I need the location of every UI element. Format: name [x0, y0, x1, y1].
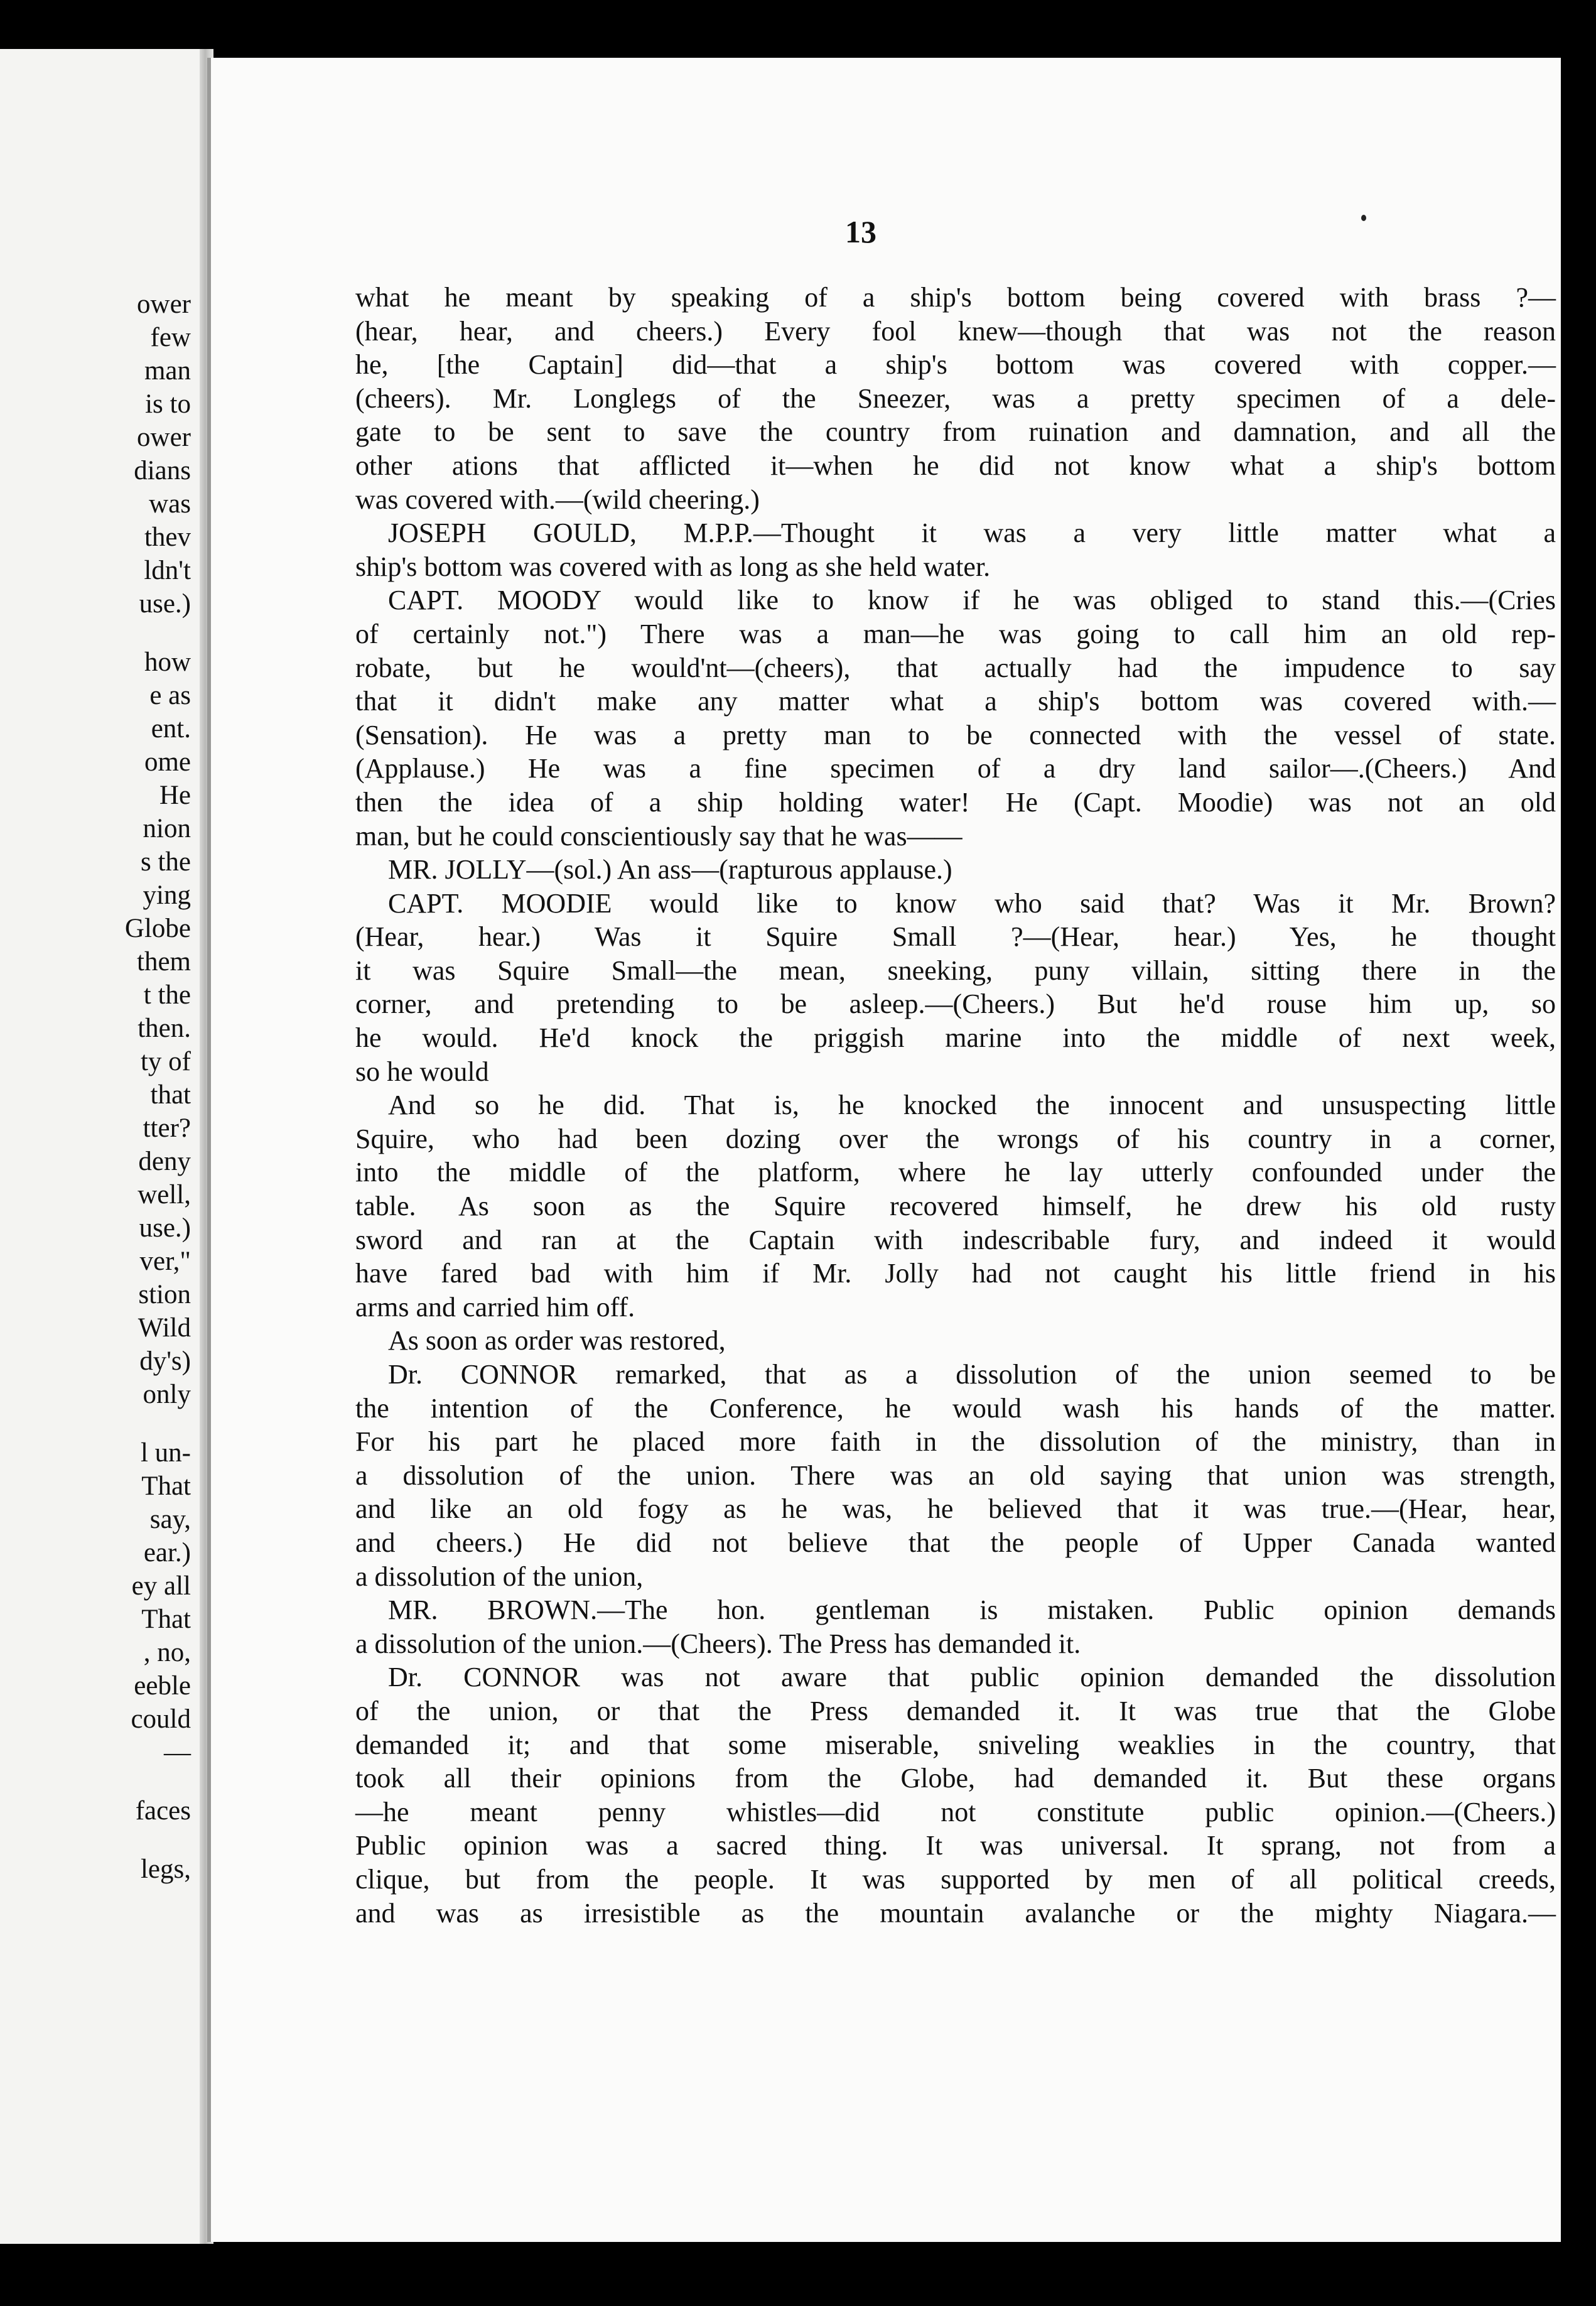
left-page-line: that: [150, 1080, 191, 1110]
text-line: of the union, or that the Press demanded it. It was true that the Globe: [355, 1695, 1556, 1726]
left-page-fragment: [0, 49, 200, 2244]
left-page-line: well,: [137, 1180, 191, 1210]
text-line: MR. BROWN.—The hon. gentleman is mistaken. Public opinion demands: [388, 1594, 1556, 1626]
left-page-line: use.): [139, 589, 191, 619]
text-line: robate, but he would'nt—(cheers), that actually had the impudence to say: [355, 652, 1556, 683]
left-page-line: could: [131, 1704, 191, 1734]
text-line: other ations that afflicted it—when he did not know what a ship's bottom: [355, 450, 1556, 481]
left-page-line: few: [150, 323, 191, 352]
left-page-line: l un-: [140, 1438, 191, 1468]
left-page-line: ear.): [143, 1538, 191, 1567]
text-line: demanded it; and that some miserable, sniveling weaklies in the country, that: [355, 1729, 1556, 1760]
text-line: and cheers.) He did not believe that the people of Upper Canada wanted: [355, 1527, 1556, 1558]
left-page-line: nion: [143, 814, 191, 843]
left-page-line: man: [144, 356, 191, 386]
text-line: he, [the Captain] did—that a ship's bottom was covered with copper.—: [355, 349, 1556, 381]
left-page-line: [0, 1769, 200, 1794]
text-line: (Applause.) He was a fine specimen of a dry land sailor—.(Cheers.) And: [355, 753, 1556, 784]
left-page-line: use.): [139, 1213, 191, 1243]
left-page-line: [0, 620, 200, 646]
text-line: so he would: [355, 1056, 489, 1087]
left-page-line: That: [141, 1471, 191, 1501]
text-line: CAPT. MOODY would like to know if he was obliged to stand this.—(Cries: [388, 585, 1556, 616]
text-line: into the middle of the platform, where he lay utterly confounded under the: [355, 1157, 1556, 1188]
left-page-text: [0, 288, 200, 1886]
left-page-line: legs,: [140, 1854, 191, 1884]
left-page-line: them: [137, 947, 191, 977]
text-line: (Sensation). He was a pretty man to be connected with the vessel of state.: [355, 719, 1556, 750]
left-page-line: eeble: [134, 1671, 191, 1701]
page-number: 13: [845, 214, 876, 249]
text-line: (hear, hear, and cheers.) Every fool knew—though that was not the reason: [355, 315, 1556, 347]
text-line: MR. JOLLY—(sol.) An ass—(rapturous applause.): [388, 854, 952, 885]
text-line: For his part he placed more faith in the dissolution of the ministry, than in: [355, 1426, 1556, 1458]
left-page-line: s the: [140, 847, 191, 877]
text-line: the intention of the Conference, he would wash his hands of the matter.: [355, 1392, 1556, 1424]
left-page-line: was: [149, 489, 191, 519]
left-page-line: [0, 1411, 200, 1436]
left-page-line: ty of: [140, 1047, 191, 1076]
text-line: he would. He'd knock the priggish marine into the middle of next week,: [355, 1022, 1556, 1054]
body-text: [355, 281, 1556, 1930]
left-page-line: ey all: [131, 1571, 191, 1601]
left-page-line: ldn't: [144, 556, 191, 585]
left-page-line: deny: [138, 1147, 191, 1176]
text-line: sword and ran at the Captain with indescribable fury, and indeed it would: [355, 1224, 1556, 1255]
left-page-line: Globe: [124, 914, 191, 943]
left-page-line: how: [144, 647, 191, 677]
left-page-line: only: [143, 1380, 191, 1409]
text-line: what he meant by speaking of a ship's bottom being covered with brass ?—: [355, 282, 1556, 313]
left-page-line: ower: [137, 290, 191, 319]
left-page-line: t the: [143, 980, 191, 1010]
left-page-line: He: [159, 781, 191, 810]
text-line: man, but he could conscientiously say that he was——: [355, 820, 962, 852]
left-page-line: ying: [143, 880, 191, 910]
left-page-line: ower: [137, 423, 191, 452]
left-page-line: then.: [137, 1014, 191, 1043]
left-page-line: , no,: [143, 1638, 191, 1667]
text-line: of certainly not.") There was a man—he was going to call him an old rep-: [355, 618, 1556, 649]
left-page-line: ome: [144, 747, 191, 777]
ink-speck: [1361, 215, 1366, 221]
text-line: have fared bad with him if Mr. Jolly had not caught his little friend in his: [355, 1258, 1556, 1289]
left-page-line: thev: [144, 522, 191, 552]
text-line: and like an old fogy as he was, he believed that it was true.—(Hear, hear,: [355, 1493, 1556, 1525]
left-page-line: That: [141, 1605, 191, 1634]
text-line: a dissolution of the union,: [355, 1561, 644, 1592]
left-page-line: is to: [145, 389, 191, 419]
text-line: it was Squire Small—the mean, sneeking, puny villain, sitting there in the: [355, 955, 1556, 986]
text-line: —he meant penny whistles—did not constitute public opinion.—(Cheers.): [355, 1796, 1556, 1827]
left-page-line: dy's): [139, 1346, 191, 1376]
text-line: gate to be sent to save the country from ruination and damnation, and all the: [355, 416, 1556, 448]
text-line: took all their opinions from the Globe, had demanded it. But these organs: [355, 1763, 1556, 1794]
left-page-line: —: [164, 1738, 191, 1767]
left-page-line: ent.: [151, 714, 191, 744]
text-line: and was as irresistible as the mountain avalanche or the mighty Niagara.—: [355, 1897, 1556, 1929]
text-line: that it didn't make any matter what a ship's bottom was covered with.—: [355, 686, 1556, 717]
text-line: (cheers). Mr. Longlegs of the Sneezer, was a pretty specimen of a dele-: [355, 382, 1556, 414]
left-page-line: Wild: [137, 1313, 191, 1343]
text-line: a dissolution of the union. There was an old saying that union was strength,: [355, 1459, 1556, 1491]
text-line: arms and carried him off.: [355, 1291, 635, 1323]
right-page: [207, 58, 1561, 2242]
text-line: Dr. CONNOR was not aware that public opinion demanded the dissolution: [388, 1662, 1556, 1693]
text-line: (Hear, hear.) Was it Squire Small ?—(Hear, hear.) Yes, he thought: [355, 921, 1556, 953]
left-page-line: dians: [134, 456, 191, 485]
left-page-line: faces: [135, 1796, 191, 1826]
text-line: Dr. CONNOR remarked, that as a dissolution of the union seemed to be: [388, 1359, 1556, 1390]
text-line: a dissolution of the union.—(Cheers). The Press has demanded it.: [355, 1628, 1081, 1659]
left-page-line: ver,": [139, 1247, 191, 1276]
left-page-line: tter?: [143, 1113, 191, 1143]
text-line: Squire, who had been dozing over the wrongs of his country in a corner,: [355, 1123, 1556, 1154]
text-line: As soon as order was restored,: [388, 1325, 726, 1356]
text-line: clique, but from the people. It was supported by men of all political creeds,: [355, 1863, 1556, 1895]
left-page-line: [0, 1827, 200, 1853]
left-page-line: e as: [149, 681, 191, 710]
text-line: Public opinion was a sacred thing. It was universal. It sprang, not from a: [355, 1830, 1556, 1861]
text-line: then the idea of a ship holding water! He (Capt. Moodie) was not an old: [355, 786, 1556, 818]
text-line: JOSEPH GOULD, M.P.P.—Thought it was a very little matter what a: [388, 517, 1556, 549]
left-page-line: say,: [149, 1505, 191, 1534]
text-line: And so he did. That is, he knocked the innocent and unsuspecting little: [388, 1090, 1556, 1121]
text-line: table. As soon as the Squire recovered himself, he drew his old rusty: [355, 1191, 1556, 1222]
text-line: corner, and pretending to be asleep.—(Cheers.) But he'd rouse him up, so: [355, 988, 1556, 1020]
left-page-line: stion: [138, 1280, 191, 1309]
text-line: was covered with.—(wild cheering.): [355, 484, 760, 515]
text-line: CAPT. MOODIE would like to know who said that? Was it Mr. Brown?: [388, 887, 1556, 919]
text-line: ship's bottom was covered with as long as she held water.: [355, 551, 991, 582]
